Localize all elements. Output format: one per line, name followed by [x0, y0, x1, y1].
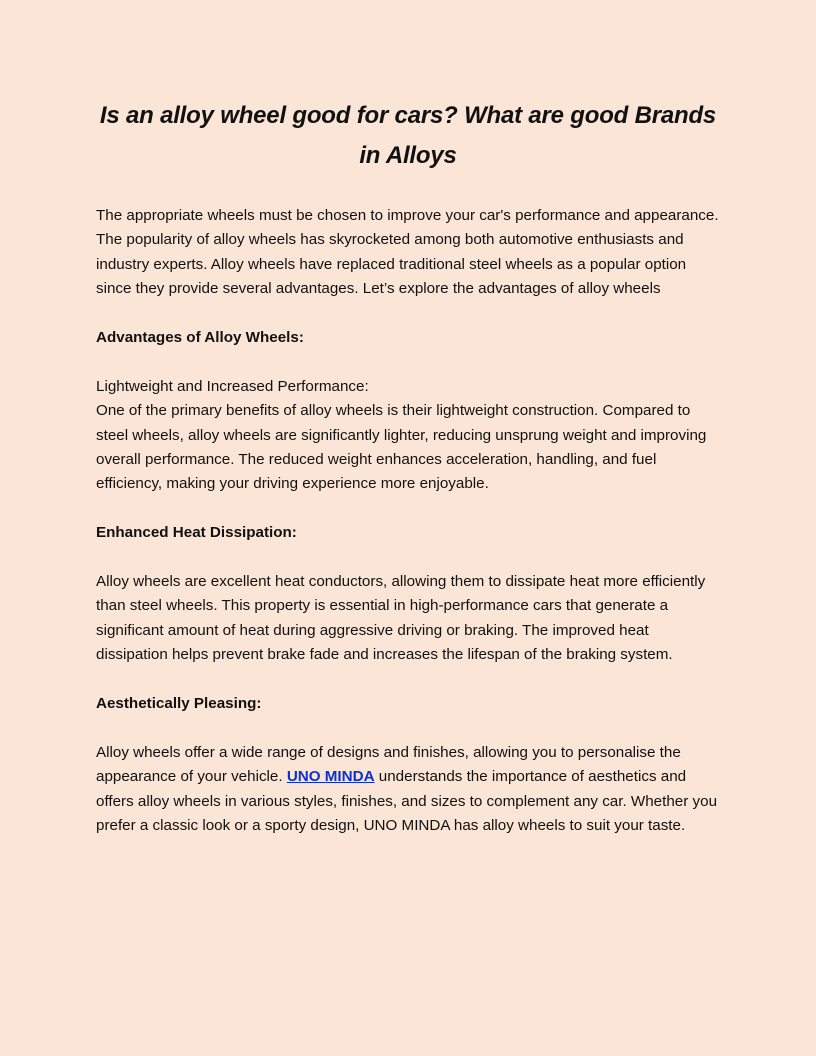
lightweight-subheading: Lightweight and Increased Performance:: [96, 377, 369, 395]
aesthetics-text-before: Alloy wheels offer a wide range of designs and finishes, allowing you to personalise the appearance of your vehicle.: [96, 743, 681, 786]
aesthetics-heading: Aesthetically Pleasing:: [96, 695, 262, 713]
document-title: Is an alloy wheel good for cars? What are good Brands in Alloys: [99, 102, 717, 169]
advantages-heading: Advantages of Alloy Wheels:: [96, 329, 304, 347]
aesthetics-text-after: understands the importance of aesthetics and offers alloy wheels in various styles, finishes, and sizes to complement any car. Whether you prefer a classic look or a sporty design, UNO MINDA has alloy wheels to suit your taste.: [96, 768, 718, 835]
heat-dissipation-heading: Enhanced Heat Dissipation:: [96, 524, 297, 542]
aesthetics-paragraph: [96, 741, 720, 839]
document-body: [96, 204, 720, 838]
heat-dissipation-paragraph: Alloy wheels are excellent heat conductors, allowing them to dissipate heat more efficiently than steel wheels. This property is essential in high-performance cars that generate a significant amount of heat during aggressive driving or braking. The improved heat dissipation helps prevent brake fade and increases the lifespan of the braking system.: [96, 573, 706, 664]
intro-paragraph: The appropriate wheels must be chosen to improve your car's performance and appearance. The popularity of alloy wheels has skyrocketed among both automotive enthusiasts and industry experts. Alloy wheels have replaced traditional steel wheels as a popular option since they provide several advantages. Let’s explore the advantages of alloy wheels: [96, 207, 719, 298]
uno-minda-link[interactable]: UNO MINDA: [286, 768, 375, 786]
lightweight-paragraph: One of the primary benefits of alloy wheels is their lightweight construction. Compared to steel wheels, alloy wheels are significantly lighter, reducing unsprung weight and improving overall performance. The reduced weight enhances acceleration, handling, and fuel efficiency, making your driving experience more enjoyable.: [96, 402, 707, 493]
